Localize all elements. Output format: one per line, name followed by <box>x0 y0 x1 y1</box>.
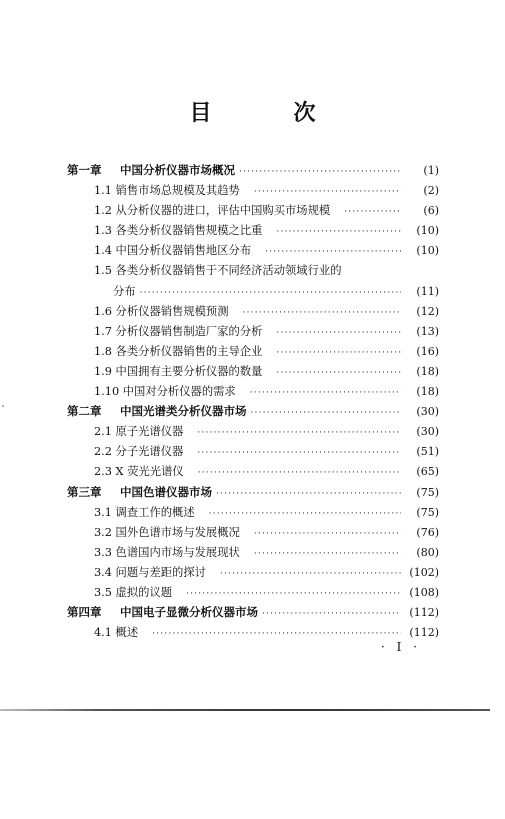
toc-section-row <box>67 242 439 262</box>
section-page: (13) <box>416 324 439 338</box>
toc-chapter-row <box>67 484 439 504</box>
toc-section-row <box>67 524 439 544</box>
dot-leader <box>276 328 401 338</box>
dot-leader <box>254 187 401 197</box>
section-page: (102) <box>409 565 439 579</box>
toc-section-row <box>67 182 439 202</box>
dot-leader <box>254 529 401 539</box>
section-label: 1.9 中国拥有主要分析仪器的数量 <box>94 364 263 378</box>
dot-leader <box>344 207 401 217</box>
section-page: (10) <box>416 224 439 238</box>
section-label: 4.1 概述 <box>94 626 139 640</box>
chapter-title: 中国色谱仪器市场 <box>120 484 212 499</box>
section-page: (6) <box>423 204 439 218</box>
toc-section-row <box>67 363 439 383</box>
section-page: (108) <box>409 585 439 599</box>
chapter-number: 第三章 <box>67 484 102 499</box>
toc-section-row <box>67 222 439 242</box>
chapter-page: (1) <box>423 164 439 177</box>
dot-leader <box>152 629 401 639</box>
chapter-label <box>67 604 258 620</box>
toc-section-row <box>67 544 439 564</box>
dot-leader <box>262 609 401 619</box>
chapter-number: 第四章 <box>67 605 102 620</box>
toc-section-row <box>67 504 439 524</box>
chapter-title: 中国光谱类分析仪器市场 <box>120 404 247 419</box>
dot-leader <box>209 509 401 519</box>
toc-section-row <box>67 383 439 403</box>
dot-leader <box>243 308 401 318</box>
chapter-page: (30) <box>416 405 439 419</box>
section-page: (18) <box>416 385 439 399</box>
section-label: 3.5 虚拟的议题 <box>94 585 173 599</box>
toc-section-row <box>67 262 439 282</box>
page-number: · I · <box>381 640 421 654</box>
toc-chapter-row <box>67 403 439 423</box>
chapter-page: (112) <box>409 606 439 620</box>
section-page: (65) <box>416 465 439 479</box>
section-label: 2.1 原子光谱仪器 <box>94 425 184 439</box>
dot-leader <box>198 468 401 478</box>
dot-leader <box>197 448 401 458</box>
chapter-title: 中国电子显微分析仪器市场 <box>120 605 258 620</box>
dot-leader <box>265 247 401 257</box>
section-label: 3.2 国外色谱市场与发展概况 <box>94 525 240 539</box>
section-label: 1.2 从分析仪器的进口，评估中国购买市场规模 <box>94 204 331 218</box>
dot-leader <box>254 549 401 559</box>
section-label: 1.3 各类分析仪器销售规模之比重 <box>94 224 263 238</box>
section-page: (80) <box>416 545 439 559</box>
dot-leader <box>220 569 401 579</box>
section-label: 1.5 各类分析仪器销售于不同经济活动领域行业的 <box>94 264 342 278</box>
chapter-label <box>67 484 212 500</box>
section-page: (2) <box>423 184 439 198</box>
toc-section-continuation <box>67 283 439 303</box>
table-of-contents <box>67 162 439 644</box>
section-page: (11) <box>416 284 439 298</box>
page-title: 目 次 <box>189 101 346 126</box>
toc-section-row <box>67 584 439 604</box>
chapter-number: 第二章 <box>67 404 102 419</box>
toc-section-row <box>67 343 439 363</box>
section-page: (12) <box>416 304 439 318</box>
toc-section-row <box>67 323 439 343</box>
section-label: 2.3 X 荧光光谱仪 <box>94 465 184 479</box>
toc-chapter-row <box>67 604 439 624</box>
section-label: 3.1 调查工作的概述 <box>94 505 195 519</box>
bottom-rule <box>0 709 490 711</box>
section-page: (30) <box>416 425 439 439</box>
dot-leader <box>276 227 401 237</box>
section-label: 3.3 色谱国内市场与发展现状 <box>94 545 240 559</box>
chapter-label <box>67 403 247 419</box>
section-label: 1.7 分析仪器销售制造厂家的分析 <box>94 324 263 338</box>
toc-section-row <box>67 303 439 323</box>
section-page: (51) <box>416 445 439 459</box>
dot-leader <box>250 388 401 398</box>
dot-leader <box>216 489 401 499</box>
toc-chapter-row <box>67 162 439 182</box>
dot-leader <box>140 288 401 298</box>
section-label: 1.6 分析仪器销售规模预测 <box>94 304 229 318</box>
section-label: 1.10 中国对分析仪器的需求 <box>94 385 236 399</box>
section-page: (18) <box>416 364 439 378</box>
chapter-page: (75) <box>416 485 439 499</box>
chapter-label <box>67 162 235 178</box>
section-label: 1.1 销售市场总规模及其趋势 <box>94 184 240 198</box>
section-label-cont: 分布 <box>113 284 136 298</box>
dot-leader <box>239 167 401 177</box>
chapter-title: 中国分析仪器市场概况 <box>120 163 235 177</box>
section-page: (16) <box>416 344 439 358</box>
margin-mark <box>2 405 4 407</box>
dot-leader <box>276 368 401 378</box>
toc-section-row <box>67 202 439 222</box>
toc-section-row <box>67 463 439 483</box>
section-label: 2.2 分子光谱仪器 <box>94 445 184 459</box>
dot-leader <box>276 348 401 358</box>
section-label: 3.4 问题与差距的探讨 <box>94 565 206 579</box>
dot-leader <box>197 428 401 438</box>
dot-leader <box>251 408 402 418</box>
section-label: 1.4 中国分析仪器销售地区分布 <box>94 244 252 258</box>
toc-section-row <box>67 423 439 443</box>
chapter-number: 第一章 <box>67 163 102 177</box>
dot-leader <box>186 589 401 599</box>
section-page: (10) <box>416 244 439 258</box>
toc-section-row <box>67 443 439 463</box>
section-page: (112) <box>409 626 439 640</box>
toc-section-row <box>67 564 439 584</box>
section-page: (76) <box>416 525 439 539</box>
section-page: (75) <box>416 505 439 519</box>
section-label: 1.8 各类分析仪器销售的主导企业 <box>94 344 263 358</box>
